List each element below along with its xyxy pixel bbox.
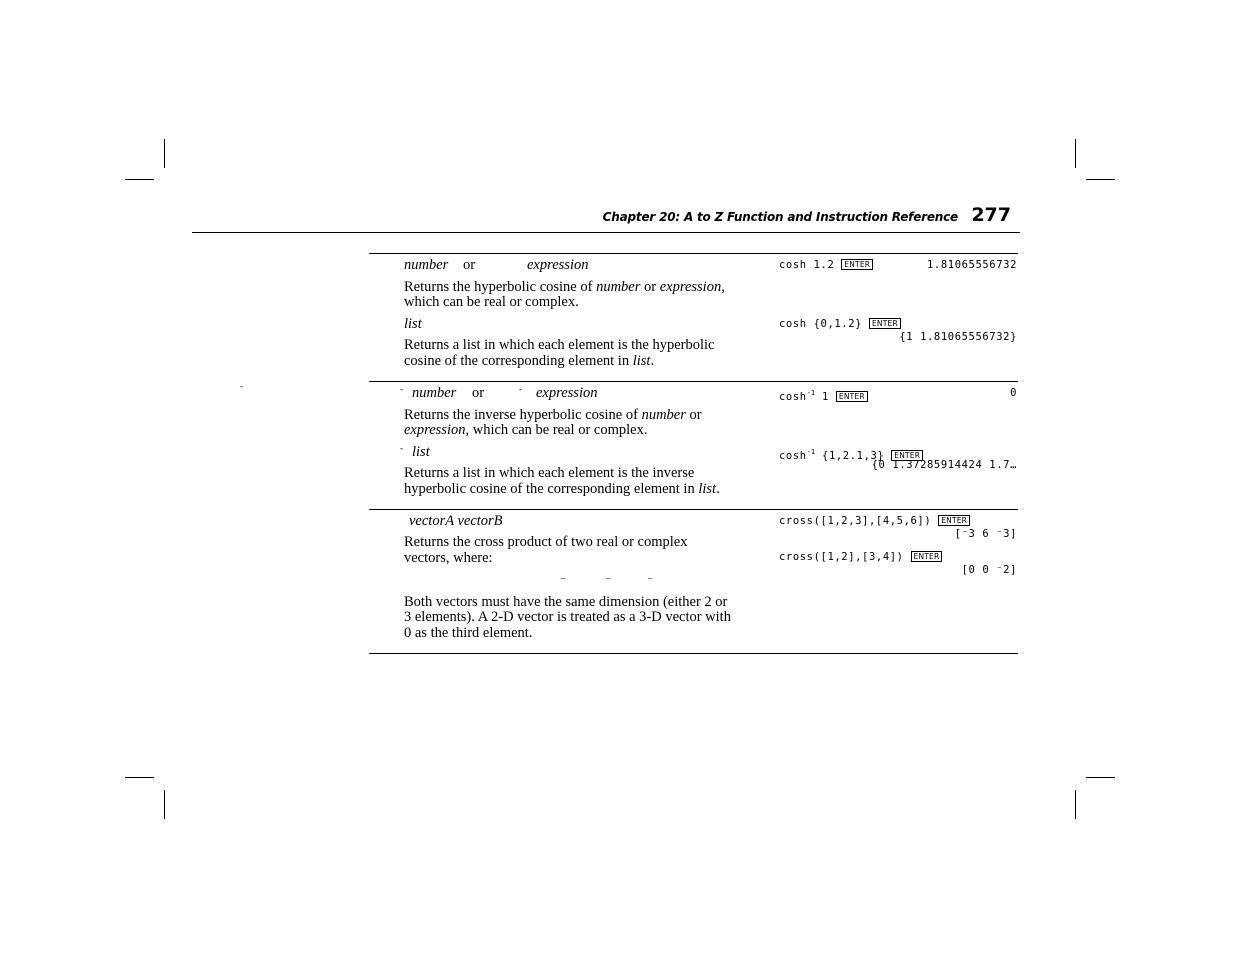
description: Returns a list in which each element is the inverse	[404, 465, 695, 481]
formula-dash: –	[648, 573, 653, 583]
syntax-or: or	[472, 385, 485, 401]
description: Returns the cross product of two real or complex	[404, 534, 688, 550]
example-result: {1 1.81065556732}	[899, 331, 1017, 343]
crop-mark	[125, 179, 154, 180]
example-input: $\cosh^{-1} \{1,2.1,3\}$ ENTER	[779, 446, 923, 463]
description: Returns a list in which each element is the hyperbolic	[404, 337, 715, 353]
crop-mark	[1086, 777, 1115, 778]
syntax-arg: list	[404, 316, 422, 332]
enter-key-icon: ENTER	[891, 450, 923, 461]
crop-mark	[164, 790, 165, 819]
example-input: $\cosh^{-1} 1$ ENTER	[779, 387, 868, 404]
margin-dash: -	[240, 381, 243, 391]
example-input: cross([1,2],[3,4]) ENTER	[779, 551, 942, 564]
description: Returns the hyperbolic cosine of number or expression,	[404, 279, 725, 295]
example-result: {0 1.37285914424 1.7…	[871, 459, 1017, 471]
example-input: cosh {0,1.2} ENTER	[779, 318, 901, 331]
description: 0 as the third element.	[404, 625, 533, 641]
section-rule	[369, 653, 1018, 654]
section-rule	[369, 253, 1018, 254]
enter-key-icon: ENTER	[911, 551, 943, 562]
syntax-arg: list	[412, 444, 430, 460]
section-rule	[369, 509, 1018, 510]
description: hyperbolic cosine of the corresponding element in list.	[404, 481, 720, 497]
crop-mark	[1075, 790, 1076, 819]
example-input: cosh 1.2 ENTER	[779, 259, 873, 272]
syntax-arg: number	[412, 385, 457, 401]
crop-mark	[1075, 139, 1076, 168]
section-rule	[369, 381, 1018, 382]
description: 3 elements). A 2-D vector is treated as a 3-D vector with	[404, 609, 731, 625]
example-result: [⁻3 6 ⁻3]	[954, 528, 1017, 540]
description: which can be real or complex.	[404, 294, 579, 310]
enter-key-icon: ENTER	[841, 259, 873, 270]
syntax-arg: number	[404, 257, 449, 273]
description: Returns the inverse hyperbolic cosine of number or	[404, 407, 702, 423]
crop-mark	[164, 139, 165, 168]
example-result: 1.81065556732	[927, 259, 1017, 271]
description: Both vectors must have the same dimension (either 2 or	[404, 594, 728, 610]
formula-dash: –	[606, 573, 611, 583]
syntax-dash: -	[400, 443, 403, 453]
syntax-arg: expression	[536, 385, 598, 401]
chapter-title: Chapter 20: A to Z Function and Instruction Reference	[602, 210, 958, 224]
syntax-dash: -	[519, 384, 522, 394]
example-result: [0 0 ⁻2]	[961, 564, 1017, 576]
description: expression, which can be real or complex.	[404, 422, 648, 438]
enter-key-icon: ENTER	[869, 318, 901, 329]
formula-dash: –	[561, 573, 566, 583]
example-input: cross([1,2,3],[4,5,6]) ENTER	[779, 515, 970, 528]
syntax-dash: -	[400, 384, 403, 394]
syntax-arg: vectorA vectorB	[409, 513, 503, 529]
crop-mark	[125, 777, 154, 778]
enter-key-icon: ENTER	[836, 391, 868, 402]
syntax-or: or	[463, 257, 476, 273]
syntax-arg: expression	[527, 257, 589, 273]
enter-key-icon: ENTER	[938, 515, 970, 526]
description: cosine of the corresponding element in list.	[404, 353, 655, 369]
description: vectors, where:	[404, 550, 493, 566]
example-result: 0	[1010, 387, 1017, 399]
crop-mark	[1086, 179, 1115, 180]
page-header	[192, 203, 1020, 233]
page-number: 277	[971, 204, 1011, 226]
